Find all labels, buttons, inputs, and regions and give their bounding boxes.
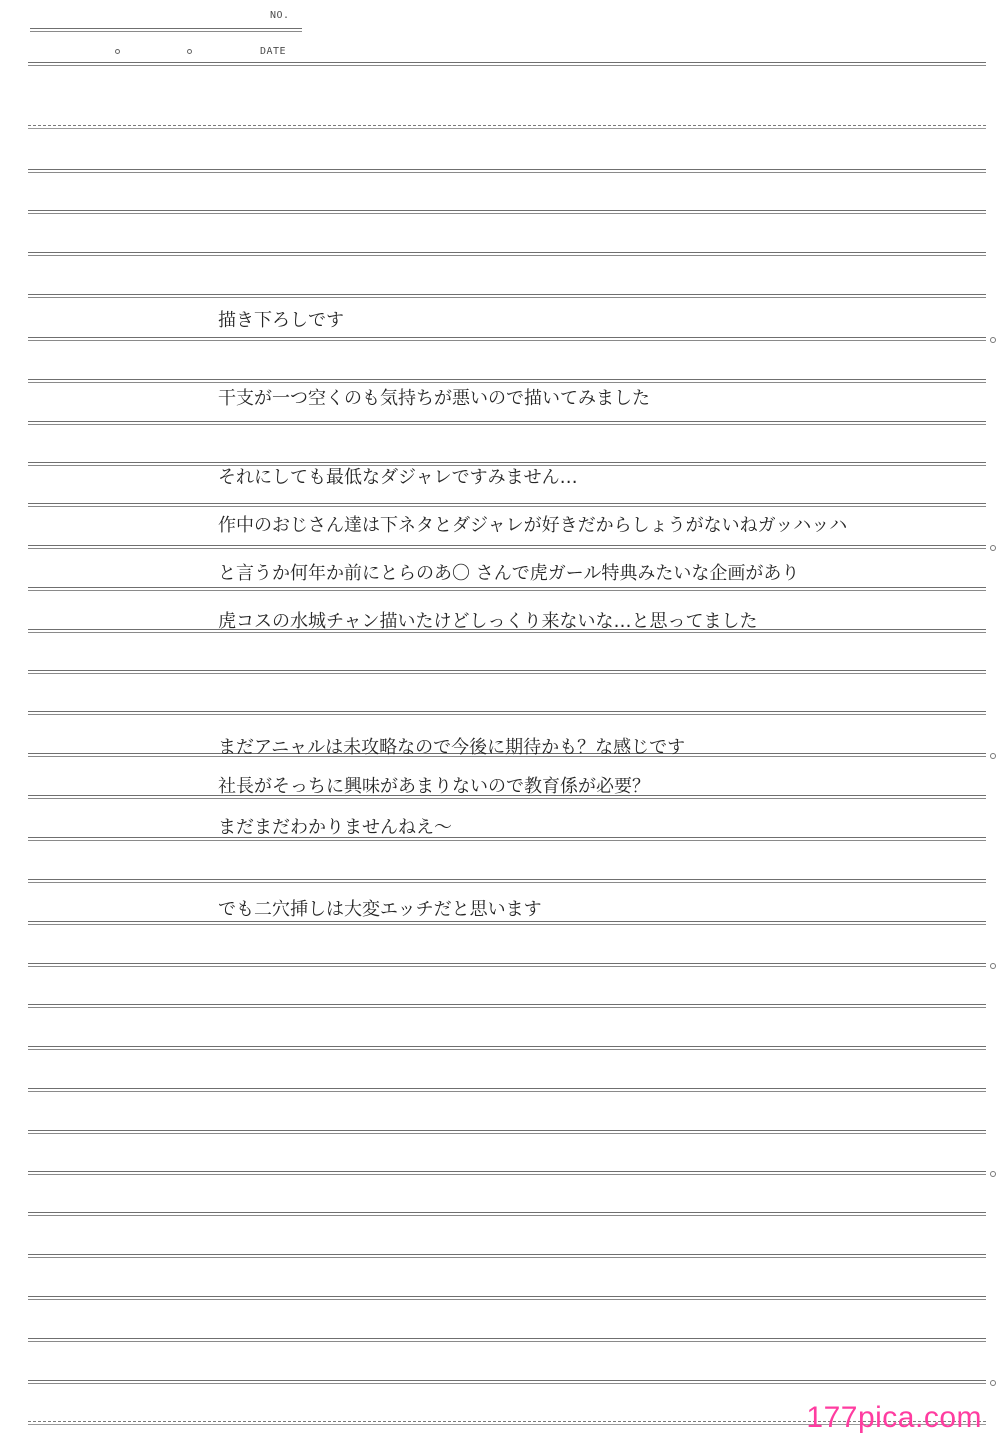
rule-line xyxy=(28,169,986,173)
rule-line xyxy=(28,1130,986,1134)
rule-line xyxy=(28,1338,986,1342)
edge-dot xyxy=(990,337,996,343)
rule-line xyxy=(28,1046,986,1050)
rule-line xyxy=(28,1171,986,1175)
edge-dot xyxy=(990,753,996,759)
note-line: 作中のおじさん達は下ネタとダジャレが好きだからしょうがないねガッハッハ xyxy=(218,515,848,536)
rule-line xyxy=(28,421,986,425)
rule-line xyxy=(28,963,986,967)
dotted-rule xyxy=(28,125,986,129)
note-line: でも二穴挿しは大変エッチだと思います xyxy=(218,899,542,920)
rule-line xyxy=(28,337,986,341)
rule-line xyxy=(28,921,986,925)
edge-dot xyxy=(990,1380,996,1386)
rule-line xyxy=(28,879,986,883)
note-line: 虎コスの水城チャン描いたけどしっくり来ないな…と思ってました xyxy=(218,611,758,632)
header-dot-right xyxy=(187,49,192,54)
header-code-bottom: DATE xyxy=(260,46,287,57)
header-rule-top xyxy=(30,28,302,32)
note-line: 干支が一つ空くのも気持ちが悪いので描いてみました xyxy=(218,388,650,409)
header-rule xyxy=(28,62,986,66)
edge-dot xyxy=(990,545,996,551)
rule-line xyxy=(28,711,986,715)
rule-line xyxy=(28,1088,986,1092)
rule-line xyxy=(28,503,986,507)
rule-line xyxy=(28,1296,986,1300)
rule-line xyxy=(28,1254,986,1258)
rule-line xyxy=(28,252,986,256)
note-line: 描き下ろしです xyxy=(218,310,344,331)
rule-line xyxy=(28,462,986,466)
rule-line xyxy=(28,545,986,549)
note-line: まだまだわかりませんねえ～ xyxy=(218,817,452,838)
edge-dot xyxy=(990,963,996,969)
rule-line xyxy=(28,837,986,841)
rule-line xyxy=(28,379,986,383)
rule-line xyxy=(28,1380,986,1384)
note-line: それにしても最低なダジャレですみません… xyxy=(218,467,578,488)
rule-line xyxy=(28,1212,986,1216)
note-line: 社長がそっちに興味があまりないので教育係が必要？ xyxy=(218,776,650,797)
note-line: と言うか何年か前にとらのあ〇 さんで虎ガール特典みたいな企画があり xyxy=(218,563,800,584)
rule-line xyxy=(28,670,986,674)
header-code-top: NO. xyxy=(270,10,290,21)
rule-line xyxy=(28,294,986,298)
site-watermark: 177pica.com xyxy=(806,1401,982,1434)
rule-line xyxy=(28,210,986,214)
rule-line xyxy=(28,1004,986,1008)
edge-dot xyxy=(990,1171,996,1177)
rule-line xyxy=(28,587,986,591)
note-line: まだアニャルは未攻略なので今後に期待かも？な感じです xyxy=(218,737,686,758)
header-dot-left xyxy=(115,49,120,54)
